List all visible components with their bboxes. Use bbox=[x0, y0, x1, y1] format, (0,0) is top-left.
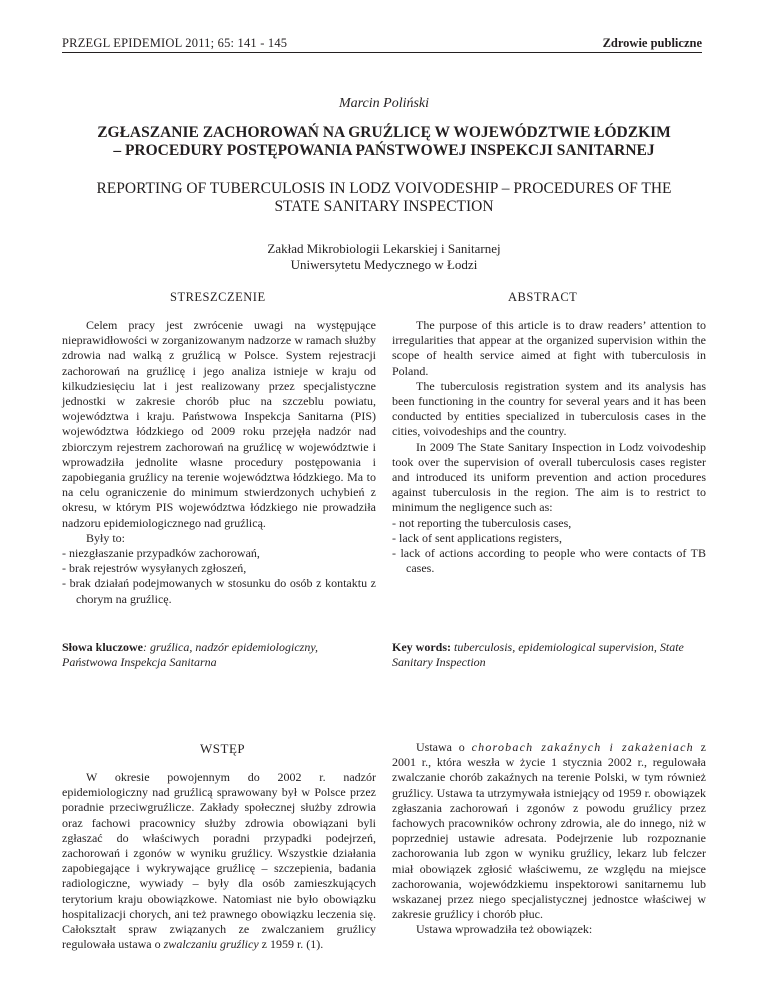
running-header bbox=[62, 30, 702, 53]
keywords-en: tuberculosis, epidemiological supervision, State Sanitary Inspection bbox=[392, 640, 684, 670]
intro-right-paragraph2: Ustawa wprowadziła też obowiązek: bbox=[416, 922, 593, 937]
streszczenie-list-intro: Były to: bbox=[86, 530, 126, 545]
section-name: Zdrowie publiczne bbox=[602, 36, 702, 50]
journal-citation: PRZEGL EPIDEMIOL 2011; 65: 141 - 145 bbox=[62, 36, 288, 50]
streszczenie-list-item: - niezgłaszanie przypadków zachorowań, bbox=[62, 546, 260, 561]
title-polish bbox=[62, 124, 706, 160]
streszczenie-list-item: - brak działań podejmowanych w stosunku do osób z kontaktu z chorym na gruźlicę. bbox=[62, 576, 376, 606]
abstract-body bbox=[392, 318, 706, 576]
abstract-keywords bbox=[392, 640, 706, 670]
abstract-list-item: - lack of actions according to people who were contacts of TB cases. bbox=[392, 546, 706, 576]
keywords-label-pl: Słowa kluczowe bbox=[62, 640, 143, 654]
streszczenie-heading: STRESZCZENIE bbox=[170, 290, 266, 304]
title-english-line1: REPORTING OF TUBERCULOSIS IN LODZ VOIVODESHIP – PROCEDURES OF THE bbox=[96, 180, 672, 197]
intro-left-paragraph: W okresie powojennym do 2002 r. nadzór epidemiologiczny nad gruźlicą sprawowany był w Polsce przez poradnie przeciwgruźlicze. Zakłady społecznej służby zdrowia oraz fachowi pracownicy służby zdrowia obowiązani byli zgłaszać do właściwych poradni przypadki podejrzeń, zachorowań i zgonów w wyniku gruźlicy. Wszystkie działania zapobiegające i wykrywające gruźlicę – szczepienia, badania radiologiczne, wywiady – były dla osób zamieszkujących terytorium kraju obowiązkowe. Natomiast nie było obowiązku hospitalizacji chorych, ani też prawnego obowiązku leczenia się. Całokształt spraw związanych ze zwalczaniem gruźlicy regulowała ustawa o zwalczaniu gruźlicy z 1959 r. (1). bbox=[62, 770, 376, 952]
abstract-heading: ABSTRACT bbox=[508, 290, 578, 304]
affiliation bbox=[0, 241, 768, 273]
intro-left-column bbox=[62, 770, 376, 952]
abstract-paragraph: In 2009 The State Sanitary Inspection in Lodz voivodeship took over the supervision of overall tuberculosis cases register and introduced its uniform prevention and action procedures against tuberculosis in the region. The aim is to restrict to minimum the negligence such as: bbox=[392, 439, 706, 515]
keywords-label-en: Key words: bbox=[392, 640, 451, 654]
title-english bbox=[62, 180, 706, 216]
keywords-pl: : gruźlica, nadzór epidemiologiczny, Państwowa Inspekcja Sanitarna bbox=[62, 640, 318, 670]
abstract-list-item: - not reporting the tuberculosis cases, bbox=[392, 515, 572, 530]
streszczenie-keywords bbox=[62, 640, 376, 670]
abstract-paragraph: The purpose of this article is to draw readers’ attention to irregularities that appear at the organized supervision within the scope of health service aimed at fight with tuberculosis in Poland. bbox=[392, 318, 706, 378]
affiliation-line1: Zakład Mikrobiologii Lekarskiej i Sanitarnej bbox=[267, 241, 501, 256]
affiliation-line2: Uniwersytetu Medycznego w Łodzi bbox=[290, 257, 478, 272]
streszczenie-paragraph: Celem pracy jest zwrócenie uwagi na występujące nieprawidłowości w zorganizowanym nadzorze w ramach służby zdrowia nad walką z gruźlicą w Polsce. System rejestracji zachorowań na gruźlicę i jego analiza istnieje w kraju od kilkudziesięciu lat i jest realizowany przez specjalistyczne jednostki w zakresie chorób płuc na szczeblu powiatu, województwa i kraju. Państwowa Inspekcja Sanitarna (PIS) województwa łódzkiego od 2009 roku przejęła nadzór nad zbiorczym rejestrem zachorowań na gruźlicę w województwie i wprowadziła jednolite własne procedury postępowania i zapobiegania gruźlicy na terenie województwa łódzkiego. Ma to na celu ograniczenie do minimum stwierdzonych uchybień z okresu, w którym PIS województwa łódzkiego nie prowadziła nadzoru epidemiologicznego nad gruźlicą. bbox=[62, 318, 376, 530]
intro-right-column bbox=[392, 740, 706, 938]
intro-right-paragraph: Ustawa o chorobach zakaźnych i zakażeniach z 2001 r., która weszła w życie 1 stycznia 2002 r., regulowała zwalczanie chorób zakaźnych na terenie Polski, w tym również gruźlicy. Ustawa ta utrzymywała istniejący od 1959 r. obowiązek zgłaszania zachorowań i zgonów z powodu gruźlicy przez fachowych pracowników ochrony zdrowia, ale do innego, niż w poprzedniej ustawie adresata. Podejrzenie lub rozpoznanie zachorowania lub zgon w wyniku gruźlicy, lekarz lub felczer miał obowiązek zgłosić właściwemu, ze względu na miejsce zachorowania, wojewódzkiemu inspektorowi sanitarnemu lub wskazanej przez niego specjalistycznej jednostce właściwej w zakresie gruźlicy i chorób płuc. bbox=[392, 740, 706, 922]
title-english-line2: STATE SANITARY INSPECTION bbox=[274, 198, 494, 215]
intro-heading: WSTĘP bbox=[200, 741, 246, 756]
streszczenie-body bbox=[62, 318, 376, 607]
abstract-list-item: - lack of sent applications registers, bbox=[392, 530, 562, 545]
author-name: Marcin Poliński bbox=[338, 96, 430, 111]
title-polish-line1: ZGŁASZANIE ZACHOROWAŃ NA GRUŹLICĘ W WOJEWÓDZTWIE ŁÓDZKIM bbox=[97, 124, 671, 141]
streszczenie-list-item: - brak rejestrów wysyłanych zgłoszeń, bbox=[62, 561, 247, 576]
title-polish-line2: – PROCEDURY POSTĘPOWANIA PAŃSTWOWEJ INSPEKCJI SANITARNEJ bbox=[113, 142, 655, 159]
abstract-paragraph: The tuberculosis registration system and its analysis has been functioning in the country for several years and it has been conducted by entities specialized in tuberculosis cases in the cities, voivodeships and the country. bbox=[392, 378, 706, 439]
